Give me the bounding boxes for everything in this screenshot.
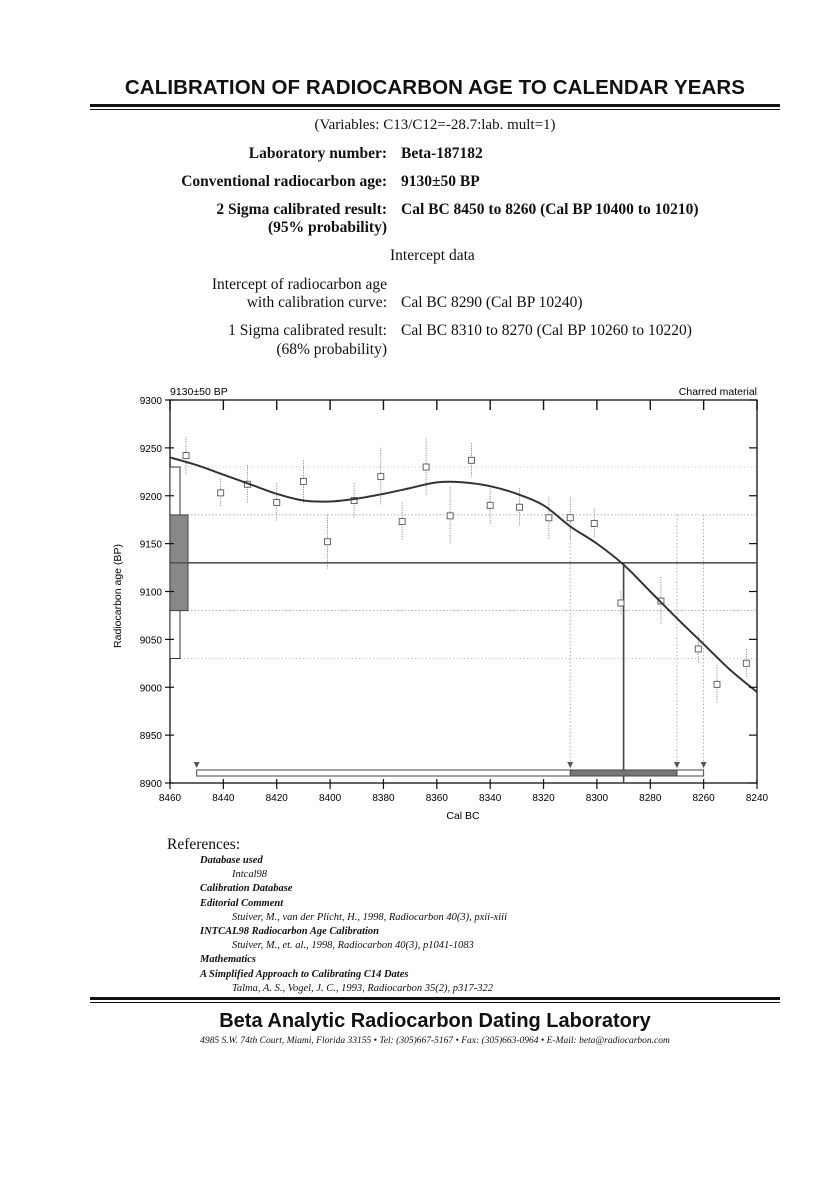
range-marker [194, 762, 200, 768]
x-axis-label: Cal BC [446, 810, 480, 822]
x-tick-label: 8260 [692, 793, 715, 804]
y-tick-label: 9000 [139, 683, 162, 695]
footer-rule-thin [90, 1002, 780, 1003]
data-point [546, 515, 552, 521]
references-heading: References: [167, 836, 241, 853]
y-axis-label: Radiocarbon age (BP) [112, 544, 124, 648]
two-sigma-value: Cal BC 8450 to 8260 (Cal BP 10400 to 10210) [401, 201, 699, 218]
data-point [591, 521, 597, 527]
x-tick-label: 8360 [425, 793, 448, 804]
two-sigma-probability: (95% probability) [268, 219, 387, 236]
data-point [423, 464, 429, 470]
x-tick-label: 8340 [479, 793, 502, 804]
reference-item: Database used [200, 855, 263, 866]
page-title: CALIBRATION OF RADIOCARBON AGE TO CALENDAR YEARS [124, 76, 746, 99]
data-point [300, 478, 306, 484]
reference-item: A Simplified Approach to Calibrating C14 Dates [200, 968, 409, 980]
range-marker [674, 762, 680, 768]
x-tick-label: 8280 [639, 793, 662, 804]
one-sigma-probability: (68% probability) [276, 341, 387, 358]
data-point [743, 660, 749, 666]
lab-address: 4985 S.W. 74th Court, Miami, Florida 33155 • Tel: (305)667-5167 • Fax: (305)663-0964 • E-Mail: beta@radiocarbon.com [200, 1036, 670, 1046]
title-rule-thin [90, 109, 780, 110]
y-tick-label: 9300 [139, 396, 162, 407]
conventional-age-label: Conventional radiocarbon age: [181, 173, 387, 190]
x-tick-label: 8440 [212, 793, 235, 804]
data-point [695, 646, 701, 652]
x-tick-label: 8460 [158, 793, 182, 804]
range-marker [701, 762, 707, 768]
calibration-curve [170, 457, 757, 692]
conventional-age-value: 9130±50 BP [401, 173, 480, 190]
one-sigma-cal-bar [570, 770, 677, 776]
reference-item: INTCAL98 Radiocarbon Age Calibration [200, 926, 380, 937]
variables-line: (Variables: C13/C12=-28.7:lab. mult=1) [314, 117, 556, 133]
reference-item: Mathematics [200, 954, 257, 966]
range-marker [567, 762, 573, 768]
footer-rule [90, 997, 780, 1000]
y-tick-label: 8900 [139, 779, 162, 790]
data-point [714, 681, 720, 687]
references-section [167, 836, 240, 854]
y-tick-label: 9150 [139, 539, 162, 551]
y-tick-label: 9050 [139, 635, 162, 647]
intercept-value: Cal BC 8290 (Cal BP 10240) [401, 294, 583, 311]
data-point [517, 504, 523, 510]
x-tick-label: 8420 [265, 793, 288, 804]
chart-title: 9130±50 BP [170, 386, 228, 398]
y-tick-label: 9200 [139, 491, 162, 503]
y-tick-label: 9250 [139, 443, 162, 455]
chart-subtitle: Charred material [678, 386, 757, 398]
x-tick-label: 8320 [532, 793, 555, 804]
one-sigma-label: 1 Sigma calibrated result: [228, 322, 387, 339]
data-point [399, 519, 405, 525]
data-point [618, 600, 624, 606]
data-point [567, 515, 573, 521]
intercept-label-1: Intercept of radiocarbon age [211, 276, 387, 293]
lab-number-value: Beta-187182 [401, 145, 483, 162]
two-sigma-label: 2 Sigma calibrated result: [216, 201, 387, 218]
x-tick-label: 8380 [372, 793, 395, 804]
y-tick-label: 8950 [139, 731, 162, 743]
reference-item: Intcal98 [232, 869, 267, 881]
data-point [447, 513, 453, 519]
x-tick-label: 8300 [585, 793, 609, 804]
reference-item: Talma, A. S., Vogel, J. C., 1993, Radiocarbon 35(2), p317-322 [232, 982, 494, 994]
reference-item: Stuiver, M., van der Plicht, H., 1998, Radiocarbon 40(3), pxii-xiii [232, 911, 507, 923]
reference-item: Stuiver, M., et. al., 1998, Radiocarbon 40(3), p1041-1083 [232, 940, 474, 952]
reference-item: Editorial Comment [200, 897, 284, 909]
data-point [469, 457, 475, 463]
plot-frame [170, 400, 757, 783]
reference-item: Calibration Database [200, 883, 293, 895]
x-tick-label: 8240 [745, 793, 769, 804]
x-tick-label: 8400 [318, 793, 342, 804]
y-tick-label: 9100 [139, 587, 162, 599]
title-rule [90, 104, 780, 107]
intercept-label-2: with calibration curve: [246, 294, 387, 311]
lab-number-label: Laboratory number: [248, 145, 387, 162]
calibration-chart [0, 380, 827, 830]
data-point [183, 453, 189, 459]
data-point [324, 539, 330, 545]
data-point [487, 502, 493, 508]
data-point [378, 474, 384, 480]
data-point [218, 490, 224, 496]
intercept-heading: Intercept data [390, 247, 475, 264]
data-point [274, 499, 280, 505]
lab-name: Beta Analytic Radiocarbon Dating Laboratory [219, 1010, 651, 1032]
one-sigma-value: Cal BC 8310 to 8270 (Cal BP 10260 to 10220) [401, 322, 692, 339]
